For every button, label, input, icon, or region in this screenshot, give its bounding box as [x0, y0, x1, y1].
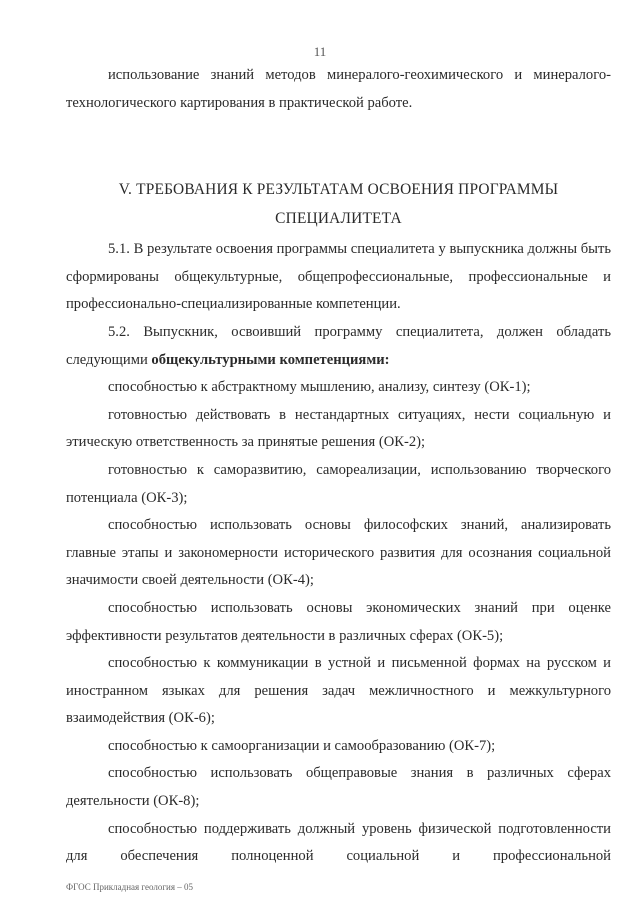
paragraph-5-2-text: 5.2. Выпускник, освоивший программу специалитета, должен обладать следующими [66, 323, 611, 368]
competency-item: готовностью действовать в нестандартных ситуациях, нести социальную и этическую ответственность за принятые решения (ОК-2); [66, 406, 611, 451]
competency-item: способностью использовать общеправовые знания в различных сферах деятельности (ОК-8); [66, 765, 611, 810]
paragraph-5-1: 5.1. В результате освоения программы специалитета у выпускника должны быть сформированы общекультурные, общепрофессиональные, профессиональные и профессионально-специализированные компетенции. [66, 241, 611, 313]
document-body [66, 62, 611, 871]
paragraph-5-2 [66, 319, 611, 374]
intro-paragraph: использование знаний методов минералого-геохимического и минералого-технологического картирования в практической работе. [66, 67, 611, 111]
competency-item: способностью поддерживать должный уровень физической подготовленности для обеспечения полноценной социальной и профессиональной [66, 820, 611, 865]
competency-item: способностью к самоорганизации и самообразованию (ОК-7); [108, 737, 496, 754]
footer-text: ФГОС Прикладная геология – 05 [66, 882, 193, 892]
section-heading: V. ТРЕБОВАНИЯ К РЕЗУЛЬТАТАМ ОСВОЕНИЯ ПРОГРАММЫ СПЕЦИАЛИТЕТА [118, 181, 559, 228]
competency-item: готовностью к саморазвитию, самореализации, использованию творческого потенциала (ОК-3); [66, 461, 611, 506]
page-number: 11 [313, 44, 327, 59]
competency-item: способностью использовать основы философских знаний, анализировать главные этапы и закономерности исторического развития для осознания социальной значимости своей деятельности (ОК-4); [66, 517, 611, 589]
competency-item: способностью использовать основы экономических знаний при оценке эффективности результатов деятельности в различных сферах (ОК-5); [66, 599, 611, 644]
competency-item: способностью к коммуникации в устной и письменной формах на русском и иностранном языках для решения задач межличностного и межкультурного взаимодействия (ОК-6); [66, 655, 611, 727]
paragraph-5-2-bold: общекультурными компетенциями: [151, 351, 390, 368]
competency-item: способностью к абстрактному мышлению, анализу, синтезу (ОК-1); [108, 379, 531, 396]
